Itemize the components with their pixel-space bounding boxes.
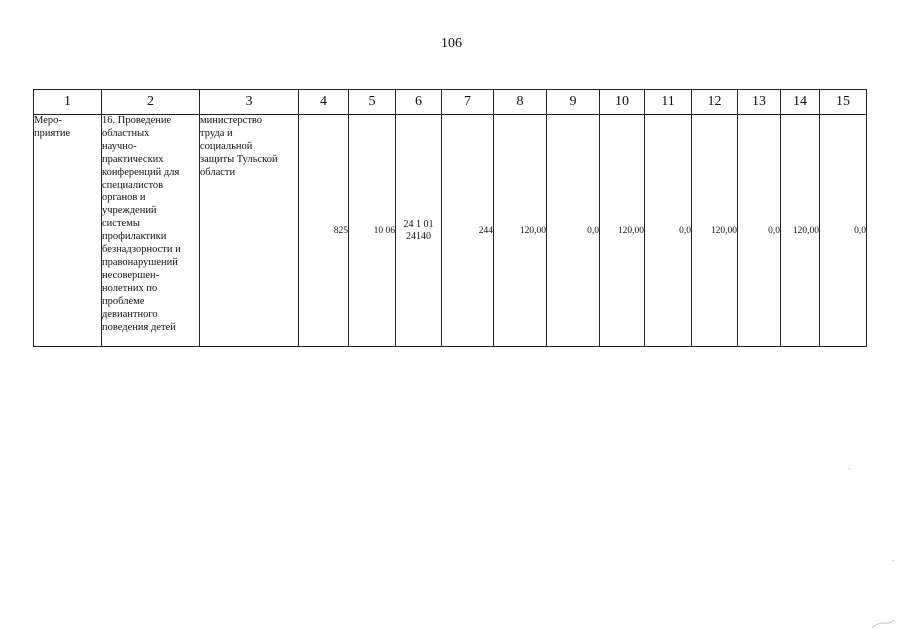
cell-col-14: 120,00 — [781, 115, 820, 347]
table-row — [34, 115, 867, 347]
row-executor-cell: министерство труда и социальной защиты Тульской области — [200, 115, 299, 347]
cell-col-15: 0,0 — [820, 115, 867, 347]
column-header: 14 — [781, 90, 820, 115]
column-header: 7 — [442, 90, 494, 115]
column-number-row — [34, 90, 867, 115]
column-header: 13 — [738, 90, 781, 115]
row-name-cell: 16. Проведение областных научно- практических конференций для специалистов органов и учреждений системы профилактики безнадзорности и правонарушений несовершен- нолетних по проблеме девиантного поведения детей — [102, 115, 200, 347]
budget-table — [33, 89, 867, 347]
cell-col-12: 120,00 — [692, 115, 738, 347]
row-type-cell: Меро- приятие — [34, 115, 102, 347]
cell-col-4: 825 — [299, 115, 349, 347]
cell-col-11: 0,0 — [645, 115, 692, 347]
column-header: 1 — [34, 90, 102, 115]
column-header: 12 — [692, 90, 738, 115]
column-header: 2 — [102, 90, 200, 115]
page-number: 106 — [441, 36, 462, 51]
scan-speck — [848, 468, 850, 469]
column-header: 10 — [600, 90, 645, 115]
column-header: 15 — [820, 90, 867, 115]
cell-col-13: 0,0 — [738, 115, 781, 347]
column-header: 5 — [349, 90, 396, 115]
cell-col-5: 10 06 — [349, 115, 396, 347]
cell-col-6: 24 1 01 24140 — [396, 115, 442, 347]
cell-col-7: 244 — [442, 115, 494, 347]
cell-col-8: 120,00 — [494, 115, 547, 347]
scan-speck — [892, 560, 894, 561]
column-header: 8 — [494, 90, 547, 115]
column-header: 3 — [200, 90, 299, 115]
column-header: 6 — [396, 90, 442, 115]
column-header: 11 — [645, 90, 692, 115]
cell-col-9: 0,0 — [547, 115, 600, 347]
column-header: 9 — [547, 90, 600, 115]
scan-mark — [870, 618, 896, 630]
column-header: 4 — [299, 90, 349, 115]
cell-col-10: 120,00 — [600, 115, 645, 347]
